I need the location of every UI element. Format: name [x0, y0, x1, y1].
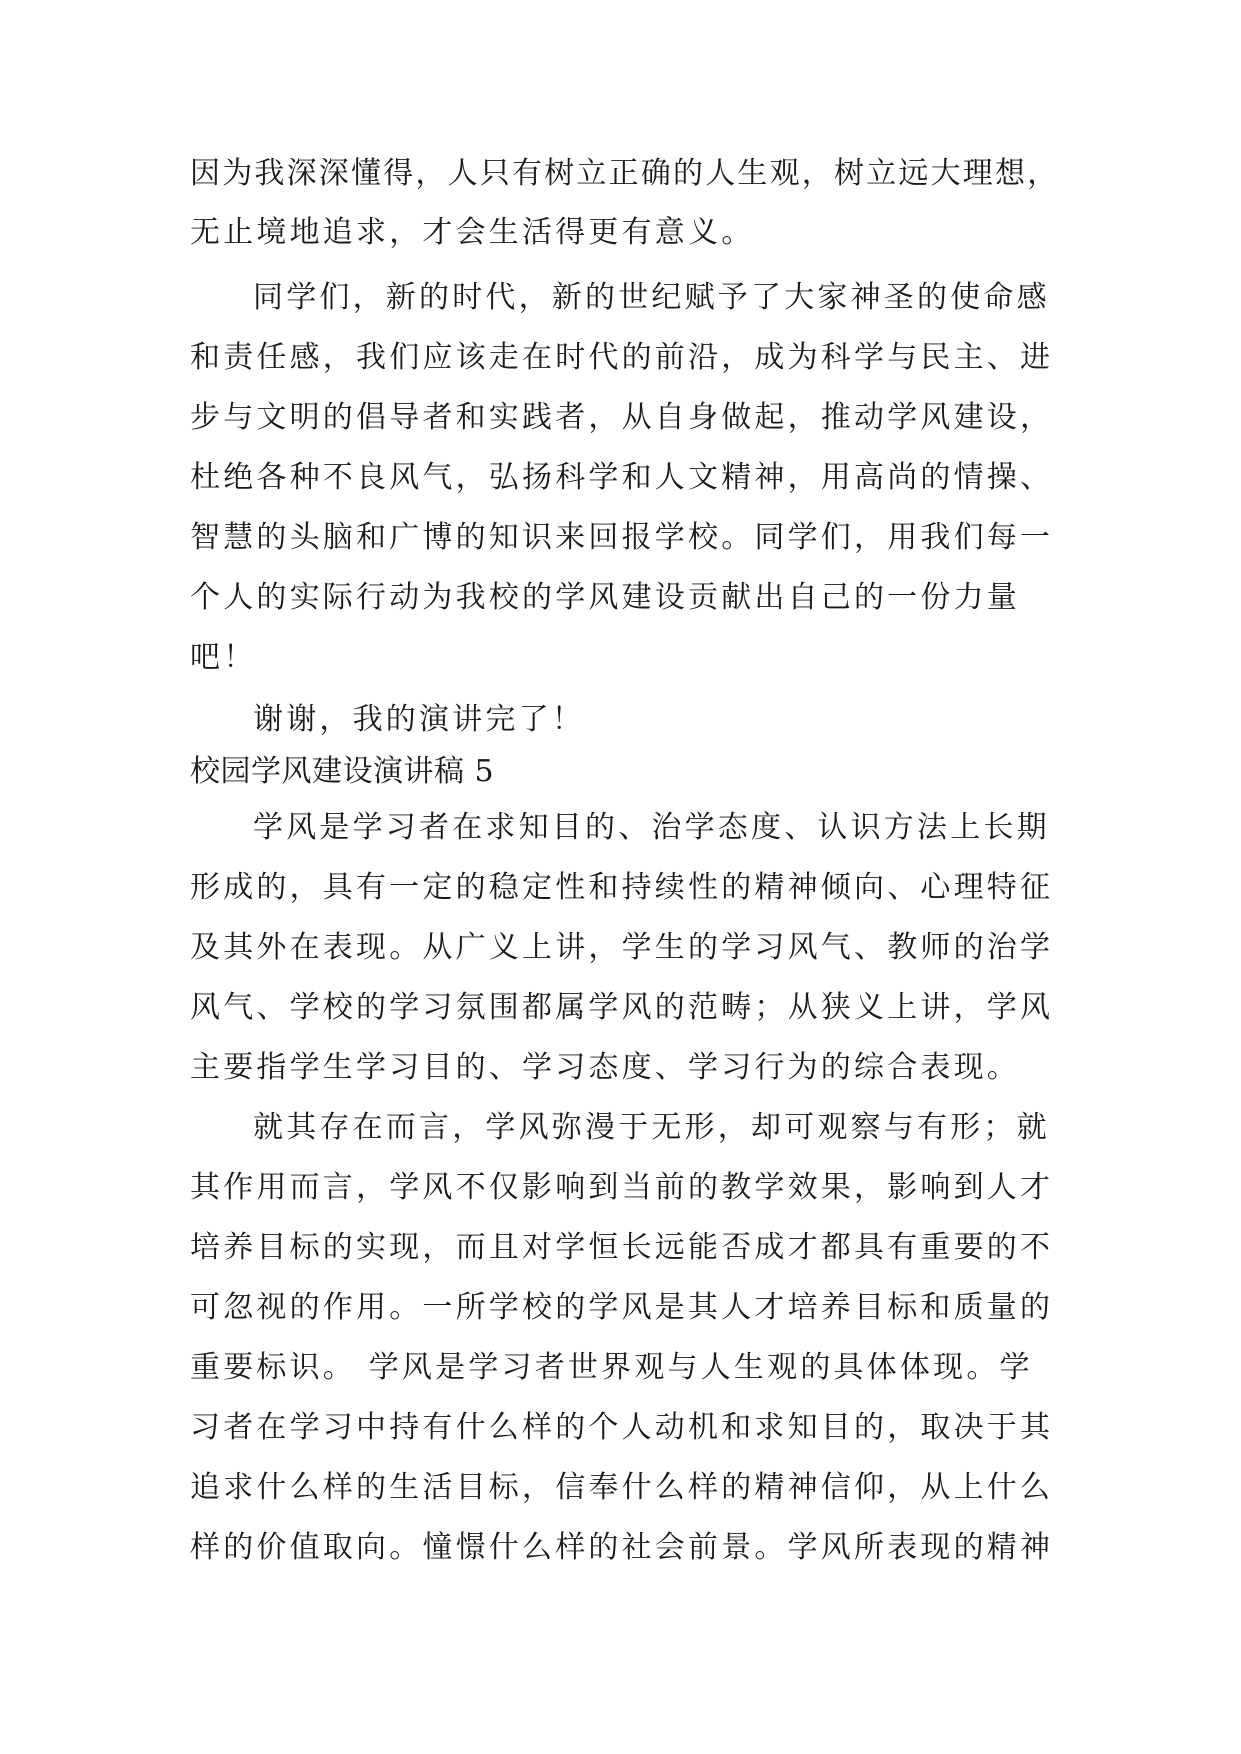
- text-line: 杜绝各种不良风气，弘扬科学和人文精神，用高尚的情操、: [190, 460, 1054, 495]
- text-line: 样的价值取向。憧憬什么样的社会前景。学风所表现的精神: [190, 1530, 1054, 1565]
- text-line: 可忽视的作用。一所学校的学风是其人才培养目标和质量的: [190, 1290, 1054, 1325]
- text-line: 同学们，新的时代，新的世纪赋予了大家神圣的使命感: [253, 280, 1050, 315]
- text-line: 步与文明的倡导者和实践者，从自身做起，推动学风建设，: [190, 400, 1054, 435]
- text-line: 及其外在表现。从广义上讲，学生的学习风气、教师的治学: [190, 930, 1054, 965]
- text-line: 就其存在而言，学风弥漫于无形，却可观察与有形；就: [253, 1110, 1050, 1145]
- text-line: 培养目标的实现，而且对学恒长远能否成才都具有重要的不: [190, 1230, 1054, 1265]
- text-line: 无止境地追求，才会生活得更有意义。: [190, 215, 755, 250]
- text-line: 和责任感，我们应该走在时代的前沿，成为科学与民主、进: [190, 340, 1054, 375]
- text-line: 其作用而言，学风不仅影响到当前的教学效果，影响到人才: [190, 1170, 1054, 1205]
- text-line: 形成的，具有一定的稳定性和持续性的精神倾向、心理特征: [190, 870, 1054, 905]
- text-line: 谢谢，我的演讲完了！: [253, 702, 585, 737]
- section-heading: 校园学风建设演讲稿 5: [190, 754, 495, 789]
- text-line: 追求什么样的生活目标，信奉什么样的精神信仰，从上什么: [190, 1470, 1054, 1505]
- text-line: 重要标识。 学风是学习者世界观与人生观的具体体现。学: [190, 1350, 1033, 1385]
- text-line: 因为我深深懂得，人只有树立正确的人生观，树立远大理想，: [190, 156, 1060, 191]
- text-line: 智慧的头脑和广博的知识来回报学校。同学们，用我们每一: [190, 520, 1054, 555]
- text-line: 吧！: [190, 640, 257, 675]
- text-line: 习者在学习中持有什么样的个人动机和求知目的，取决于其: [190, 1410, 1054, 1445]
- text-line: 主要指学生学习目的、学习态度、学习行为的综合表现。: [190, 1050, 1020, 1085]
- text-line: 个人的实际行动为我校的学风建设贡献出自己的一份力量: [190, 580, 1020, 615]
- text-line: 风气、学校的学习氛围都属学风的范畴；从狭义上讲，学风: [190, 990, 1054, 1025]
- text-line: 学风是学习者在求知目的、治学态度、认识方法上长期: [253, 810, 1050, 845]
